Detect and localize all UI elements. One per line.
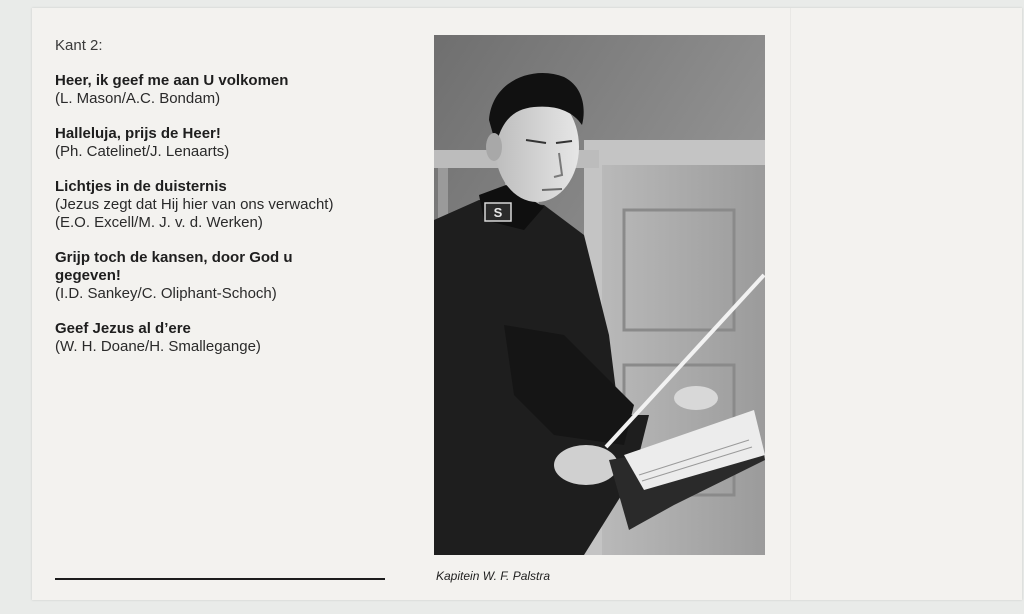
song-item bbox=[55, 249, 415, 303]
song-credit: (W. H. Doane/H. Smallegange) bbox=[55, 338, 261, 355]
song-title: Geef Jezus al d’ere bbox=[55, 320, 191, 337]
song-item bbox=[55, 320, 415, 356]
portrait-illustration bbox=[434, 35, 765, 555]
song-title: Grijp toch de kansen, door God u bbox=[55, 249, 293, 266]
signature-rule bbox=[55, 578, 385, 580]
song-item bbox=[55, 125, 415, 161]
song-item bbox=[55, 178, 415, 232]
song-title: Lichtjes in de duisternis bbox=[55, 178, 227, 195]
side-label: Kant 2: bbox=[55, 37, 103, 54]
collar-badge-letter: S bbox=[493, 205, 503, 220]
song-credit: (E.O. Excell/M. J. v. d. Werken) bbox=[55, 214, 263, 231]
song-title: Heer, ik geef me aan U volkomen bbox=[55, 72, 289, 89]
song-credit: (I.D. Sankey/C. Oliphant-Schoch) bbox=[55, 285, 277, 302]
song-credit: (L. Mason/A.C. Bondam) bbox=[55, 90, 221, 107]
portrait-photo bbox=[434, 35, 765, 555]
photo-caption: Kapitein W. F. Palstra bbox=[436, 569, 551, 583]
song-subtitle: (Jezus zegt dat Hij hier van ons verwacht) bbox=[55, 196, 334, 213]
record-sleeve-card bbox=[32, 8, 1022, 600]
song-title: Halleluja, prijs de Heer! bbox=[55, 125, 221, 142]
song-title-continued: gegeven! bbox=[55, 267, 121, 284]
song-item bbox=[55, 72, 415, 108]
song-credit: (Ph. Catelinet/J. Lenaarts) bbox=[55, 143, 230, 160]
